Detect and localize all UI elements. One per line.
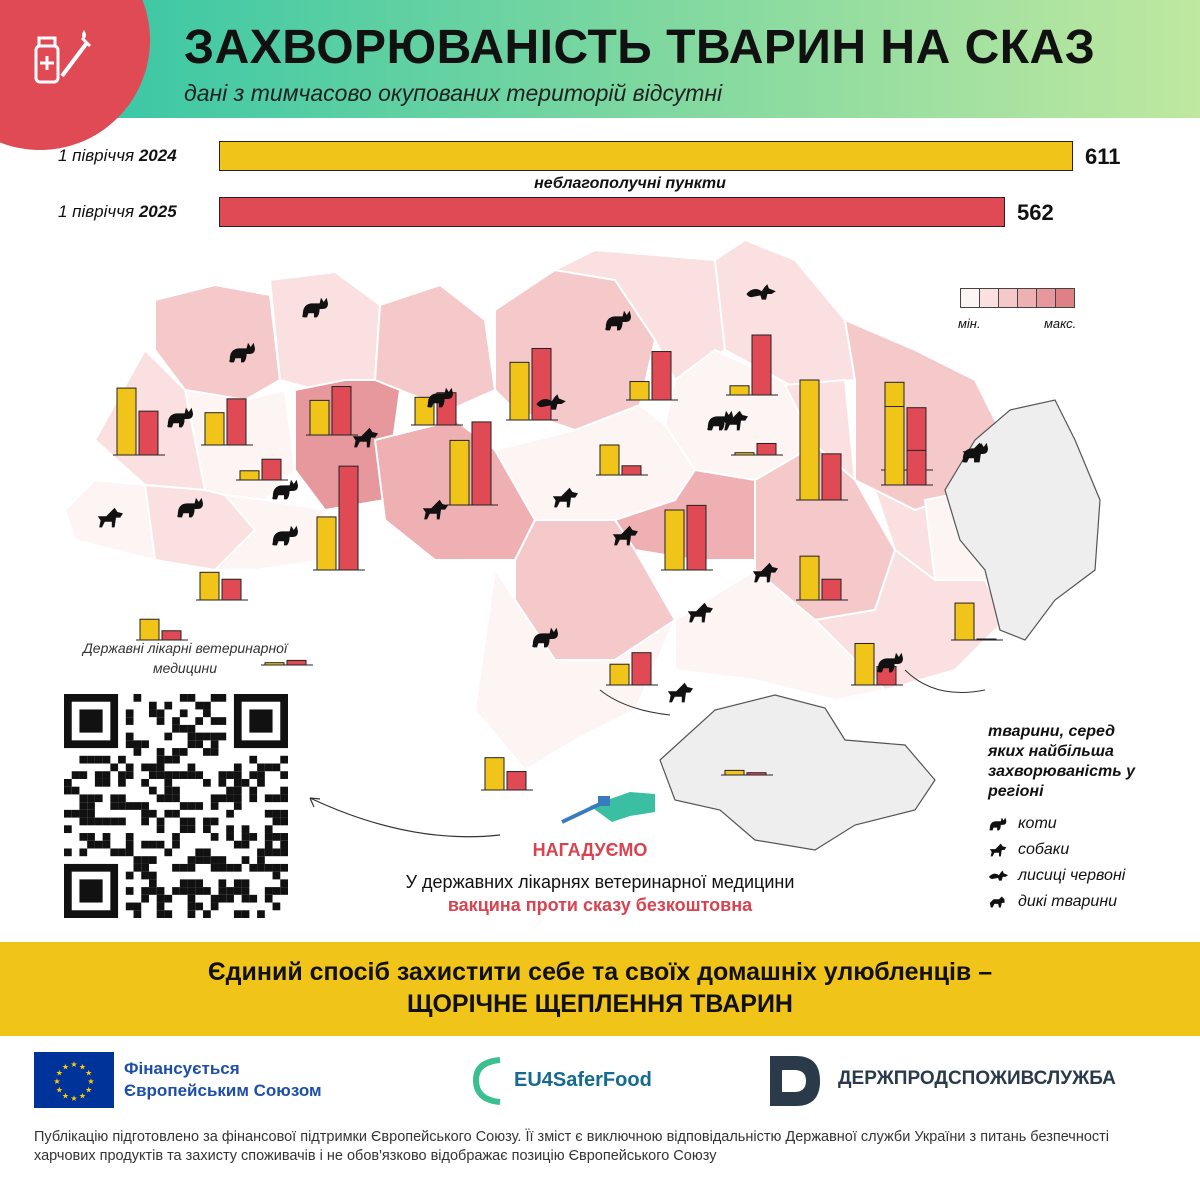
- region-16-bar-v2024: [140, 619, 159, 640]
- animal-legend-item-2: [988, 867, 1125, 885]
- region-24-bar-v2024: [725, 770, 744, 775]
- vaccine-icon: [26, 26, 96, 96]
- scale-swatch-2: [998, 288, 1018, 308]
- region-15-bar-v2024: [200, 572, 219, 600]
- eu-star: ★: [55, 1085, 63, 1095]
- region-22-bar-v2025: [507, 772, 526, 790]
- region-14-bar-v2025: [907, 450, 926, 485]
- eu-star: ★: [61, 1091, 70, 1101]
- animal-legend-item-1: [988, 841, 1069, 859]
- qr-pointer-arrow: [300, 790, 510, 850]
- region-1-bar-v2025: [332, 387, 351, 435]
- region-20-bar-v2024: [800, 556, 819, 600]
- region-19-bar-v2025: [632, 653, 651, 685]
- reminder-title: НАГАДУЄМО: [532, 840, 648, 860]
- animal-legend-label: собаки: [1018, 841, 1070, 858]
- slogan-banner: [0, 942, 1200, 1036]
- bar-value-2025: 562: [1017, 200, 1054, 225]
- region-13-bar-v2024: [800, 380, 819, 500]
- region-18-bar-v2025: [687, 505, 706, 570]
- eu-star: ★: [61, 1062, 70, 1072]
- reminder-highlight: вакцина проти сказу безкоштовна: [447, 895, 753, 915]
- animal-legend-label: коти: [1018, 815, 1057, 832]
- scale-swatch-4: [1036, 288, 1056, 308]
- syringe-glove-icon: [560, 782, 660, 832]
- cat-icon: [988, 815, 1010, 833]
- eu4saferfood-logo: [470, 1052, 652, 1108]
- region-4-bar-v2024: [630, 382, 649, 400]
- eu4-swirl-icon: [470, 1052, 510, 1108]
- region-10-bar-v2024: [317, 517, 336, 570]
- qr-code[interactable]: [64, 694, 288, 918]
- qr-caption: Державні лікарні ветеринарної медицини: [82, 640, 288, 676]
- eu-text-line-2: Європейським Союзом: [124, 1081, 322, 1100]
- region-18-bar-v2024: [665, 510, 684, 570]
- eu-star: ★: [70, 1094, 78, 1103]
- eu4-text: EU4SaferFood: [514, 1068, 652, 1091]
- region-3-bar-v2024: [510, 362, 529, 420]
- region-12-bar-v2024: [600, 445, 619, 475]
- wild-animal-icon: [988, 893, 1010, 911]
- region-4-bar-v2025: [652, 352, 671, 400]
- reminder-text: У державних лікарнях ветеринарної медицини: [405, 872, 795, 892]
- region-19-bar-v2024: [610, 664, 629, 685]
- region-1: [270, 272, 380, 395]
- bar-2025: [219, 197, 1005, 227]
- region-0-bar-v2025: [227, 399, 246, 445]
- eu-flag-logo: [34, 1052, 114, 1108]
- bar-category-label: неблагополучні пункти: [534, 175, 726, 192]
- region-8-bar-v2024: [117, 388, 136, 455]
- eu-star: ★: [78, 1091, 87, 1101]
- shade-scale-legend: [960, 288, 1074, 308]
- region-22-bar-v2024: [485, 758, 504, 790]
- eu-star: ★: [85, 1068, 93, 1078]
- region-5-bar-v2024: [730, 386, 749, 395]
- slogan-line-1: Єдиний спосіб захистити себе та своїх домашніх улюбленців –: [207, 958, 993, 986]
- eu-star: ★: [55, 1068, 63, 1078]
- scale-swatch-3: [1017, 288, 1037, 308]
- footnote: Публікацію підготовлено за фінансової підтримки Європейського Союзу. Її зміст є виключною відповідальністю Державної служби України з питань безпечності харчових продуктів та захисту споживачів і не обов'язково відображає позицію Європейського Союзу: [34, 1129, 1110, 1164]
- animal-legend-label: лисиці червоні: [1018, 867, 1126, 884]
- region-15-bar-v2025: [222, 579, 241, 600]
- region-23-bar-v2024: [955, 603, 974, 640]
- region-20-bar-v2025: [822, 579, 841, 600]
- eu-star: ★: [53, 1077, 61, 1086]
- region-24-dog-icon: [668, 683, 693, 703]
- region-6-bar-v2025: [757, 443, 776, 455]
- scale-swatch-5: [1055, 288, 1075, 308]
- scale-min-label: мін.: [958, 316, 981, 331]
- region-14-bar-v2024: [885, 407, 904, 485]
- region-8-bar-v2025: [139, 411, 158, 455]
- dps-name: ДЕРЖПРОДСПОЖИВСЛУЖБА: [838, 1068, 1116, 1089]
- slogan-line-2: ЩОРІЧНЕ ЩЕПЛЕННЯ ТВАРИН: [407, 990, 793, 1018]
- bar-label-2025: 1 півріччя 2025: [58, 202, 177, 221]
- fox-icon: [988, 867, 1010, 885]
- eu-star: ★: [78, 1062, 87, 1072]
- animal-legend-item-0: [988, 815, 1057, 833]
- bar-label-2024: 1 півріччя 2024: [58, 146, 177, 165]
- bar-2024: [219, 141, 1073, 171]
- region-0-bar-v2024: [205, 413, 224, 445]
- page-subtitle: дані з тимчасово окупованих територій відсутні: [184, 80, 723, 106]
- occupied-crimea: [660, 695, 935, 850]
- region-5-bar-v2025: [752, 335, 771, 395]
- scale-swatch-0: [960, 288, 980, 308]
- eu-funding-text: [124, 1058, 322, 1102]
- dps-logo-icon: [766, 1052, 824, 1110]
- eu-text-line-1: Фінансується: [124, 1059, 240, 1078]
- animal-legend-label: дикі тварини: [1018, 893, 1118, 910]
- animal-legend-item-3: [988, 893, 1117, 911]
- region-10-bar-v2025: [339, 466, 358, 570]
- region-3-bar-v2025: [532, 348, 551, 420]
- region-1-bar-v2024: [310, 400, 329, 435]
- scale-swatch-1: [979, 288, 999, 308]
- eu-star: ★: [85, 1085, 93, 1095]
- animals-legend-title: тварини, серед яких найбільша захворюваність у регіоні: [988, 723, 1136, 800]
- eu-star: ★: [70, 1060, 78, 1069]
- region-13-bar-v2025: [822, 454, 841, 500]
- region-11-bar-v2025: [472, 422, 491, 505]
- region-9-bar-v2024: [240, 471, 259, 480]
- dog-icon: [988, 841, 1010, 859]
- region-12-bar-v2025: [622, 466, 641, 475]
- region-11-bar-v2024: [450, 440, 469, 505]
- scale-max-label: макс.: [1044, 316, 1077, 331]
- eu-star: ★: [87, 1077, 95, 1086]
- region-9-bar-v2025: [262, 459, 281, 480]
- page-title: ЗАХВОРЮВАНІСТЬ ТВАРИН НА СКАЗ: [184, 21, 1096, 74]
- bar-value-2024: 611: [1085, 144, 1121, 169]
- region-21-bar-v2024: [855, 643, 874, 685]
